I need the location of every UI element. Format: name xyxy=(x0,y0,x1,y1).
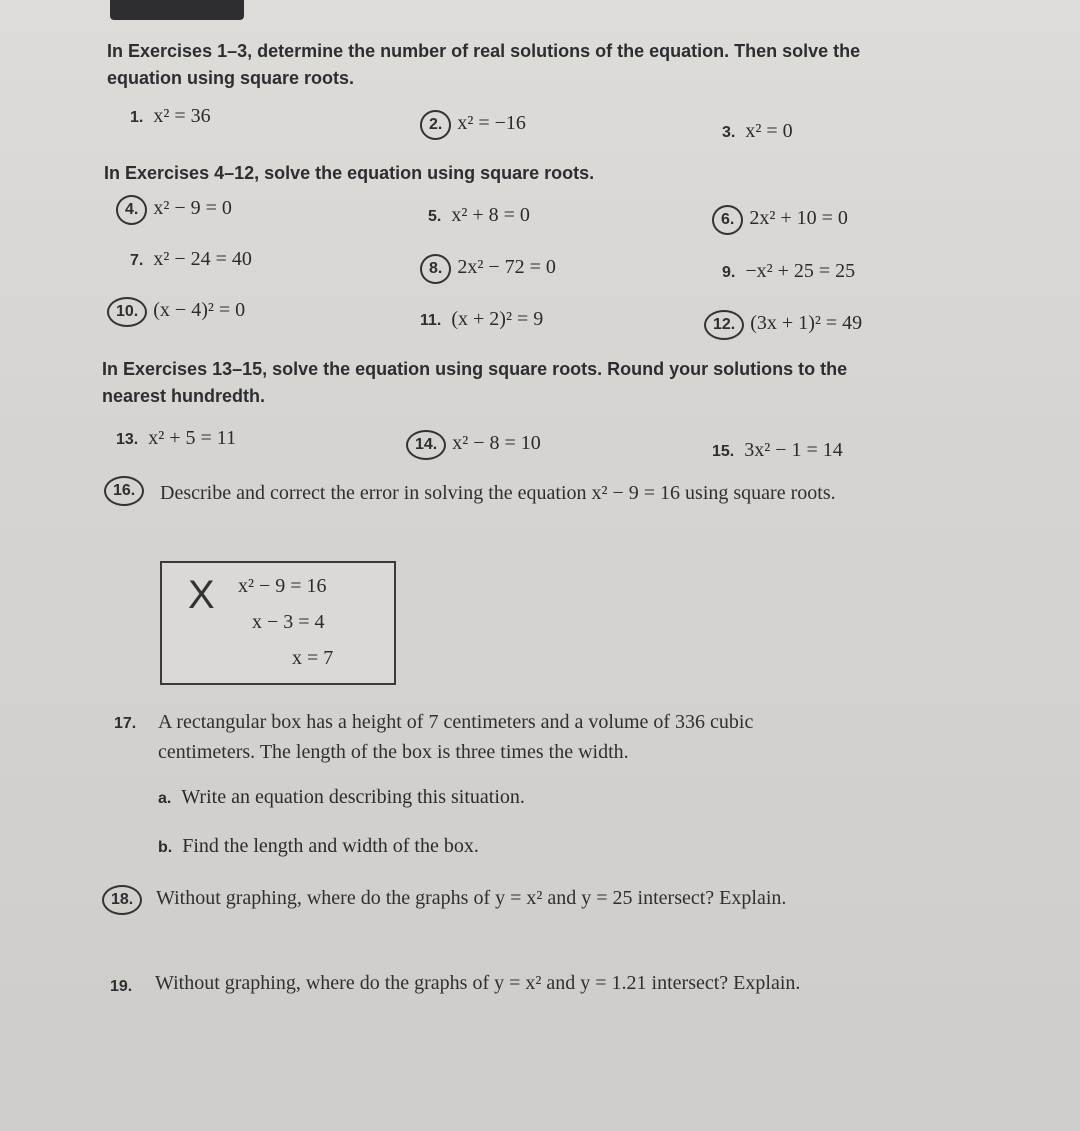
q17-part-b: b. Find the length and width of the box. xyxy=(158,835,479,857)
error-x-mark: X xyxy=(188,573,215,617)
q16-number xyxy=(112,476,150,506)
circle-mark: 10. xyxy=(107,297,147,327)
exercise-10: 10. (x − 4)² = 0 xyxy=(115,297,245,327)
instructions-1-3: In Exercises 1–3, determine the number of real solutions of the equation. Then solve the equation using square roots. xyxy=(107,41,861,88)
exercise-3: 3. x² = 0 xyxy=(722,120,793,142)
q19-text: Without graphing, where do the graphs of y = x² and y = 1.21 intersect? Explain. xyxy=(155,972,801,994)
error-work-box xyxy=(160,561,396,685)
exercise-6: 6. 2x² + 10 = 0 xyxy=(720,205,848,235)
exercise-15: 15. 3x² − 1 = 14 xyxy=(712,439,843,461)
instructions-4-12: In Exercises 4–12, solve the equation using square roots. xyxy=(104,163,595,183)
instructions-13-15: In Exercises 13–15, solve the equation using square roots. Round your solutions to the nearest hundredth. xyxy=(102,359,848,406)
circle-mark: 18. xyxy=(102,885,142,915)
circle-mark: 6. xyxy=(712,205,743,235)
exercise-9: 9. −x² + 25 = 25 xyxy=(722,260,856,282)
exercise-8: 8. 2x² − 72 = 0 xyxy=(428,254,556,284)
q17-text: A rectangular box has a height of 7 centimeters and a volume of 336 cubic centimeters. The length of the box is three times the width. xyxy=(158,711,754,763)
error-step-2: x − 3 = 4 xyxy=(252,611,325,633)
exercise-2: 2. x² = −16 xyxy=(428,110,526,140)
exercise-7: 7. x² − 24 = 40 xyxy=(130,248,252,270)
exercise-12: 12. (3x + 1)² = 49 xyxy=(712,310,862,340)
top-tab xyxy=(110,0,244,20)
circle-mark: 4. xyxy=(116,195,147,225)
q16-text: Describe and correct the error in solving the equation x² − 9 = 16 using square roots. xyxy=(160,482,836,504)
q17-number: 17. xyxy=(114,715,137,732)
exercise-1: 1. x² = 36 xyxy=(130,105,211,127)
error-step-1: x² − 9 = 16 xyxy=(238,575,327,597)
q17-part-a: a. Write an equation describing this situation. xyxy=(158,786,525,808)
exercise-14: 14. x² − 8 = 10 xyxy=(414,430,541,460)
exercise-13: 13. x² + 5 = 11 xyxy=(116,427,237,449)
q18-text: Without graphing, where do the graphs of y = x² and y = 25 intersect? Explain. xyxy=(156,887,787,909)
circle-mark: 2. xyxy=(420,110,451,140)
error-step-3: x = 7 xyxy=(292,647,334,669)
circle-mark: 14. xyxy=(406,430,446,460)
circle-mark: 16. xyxy=(104,476,144,506)
circle-mark: 12. xyxy=(704,310,744,340)
circle-mark: 8. xyxy=(420,254,451,284)
exercise-11: 11. (x + 2)² = 9 xyxy=(420,308,544,330)
exercise-5: 5. x² + 8 = 0 xyxy=(428,204,530,226)
exercise-4: 4. x² − 9 = 0 xyxy=(124,195,232,225)
q18-number xyxy=(110,885,148,915)
q19-number: 19. xyxy=(110,978,133,995)
